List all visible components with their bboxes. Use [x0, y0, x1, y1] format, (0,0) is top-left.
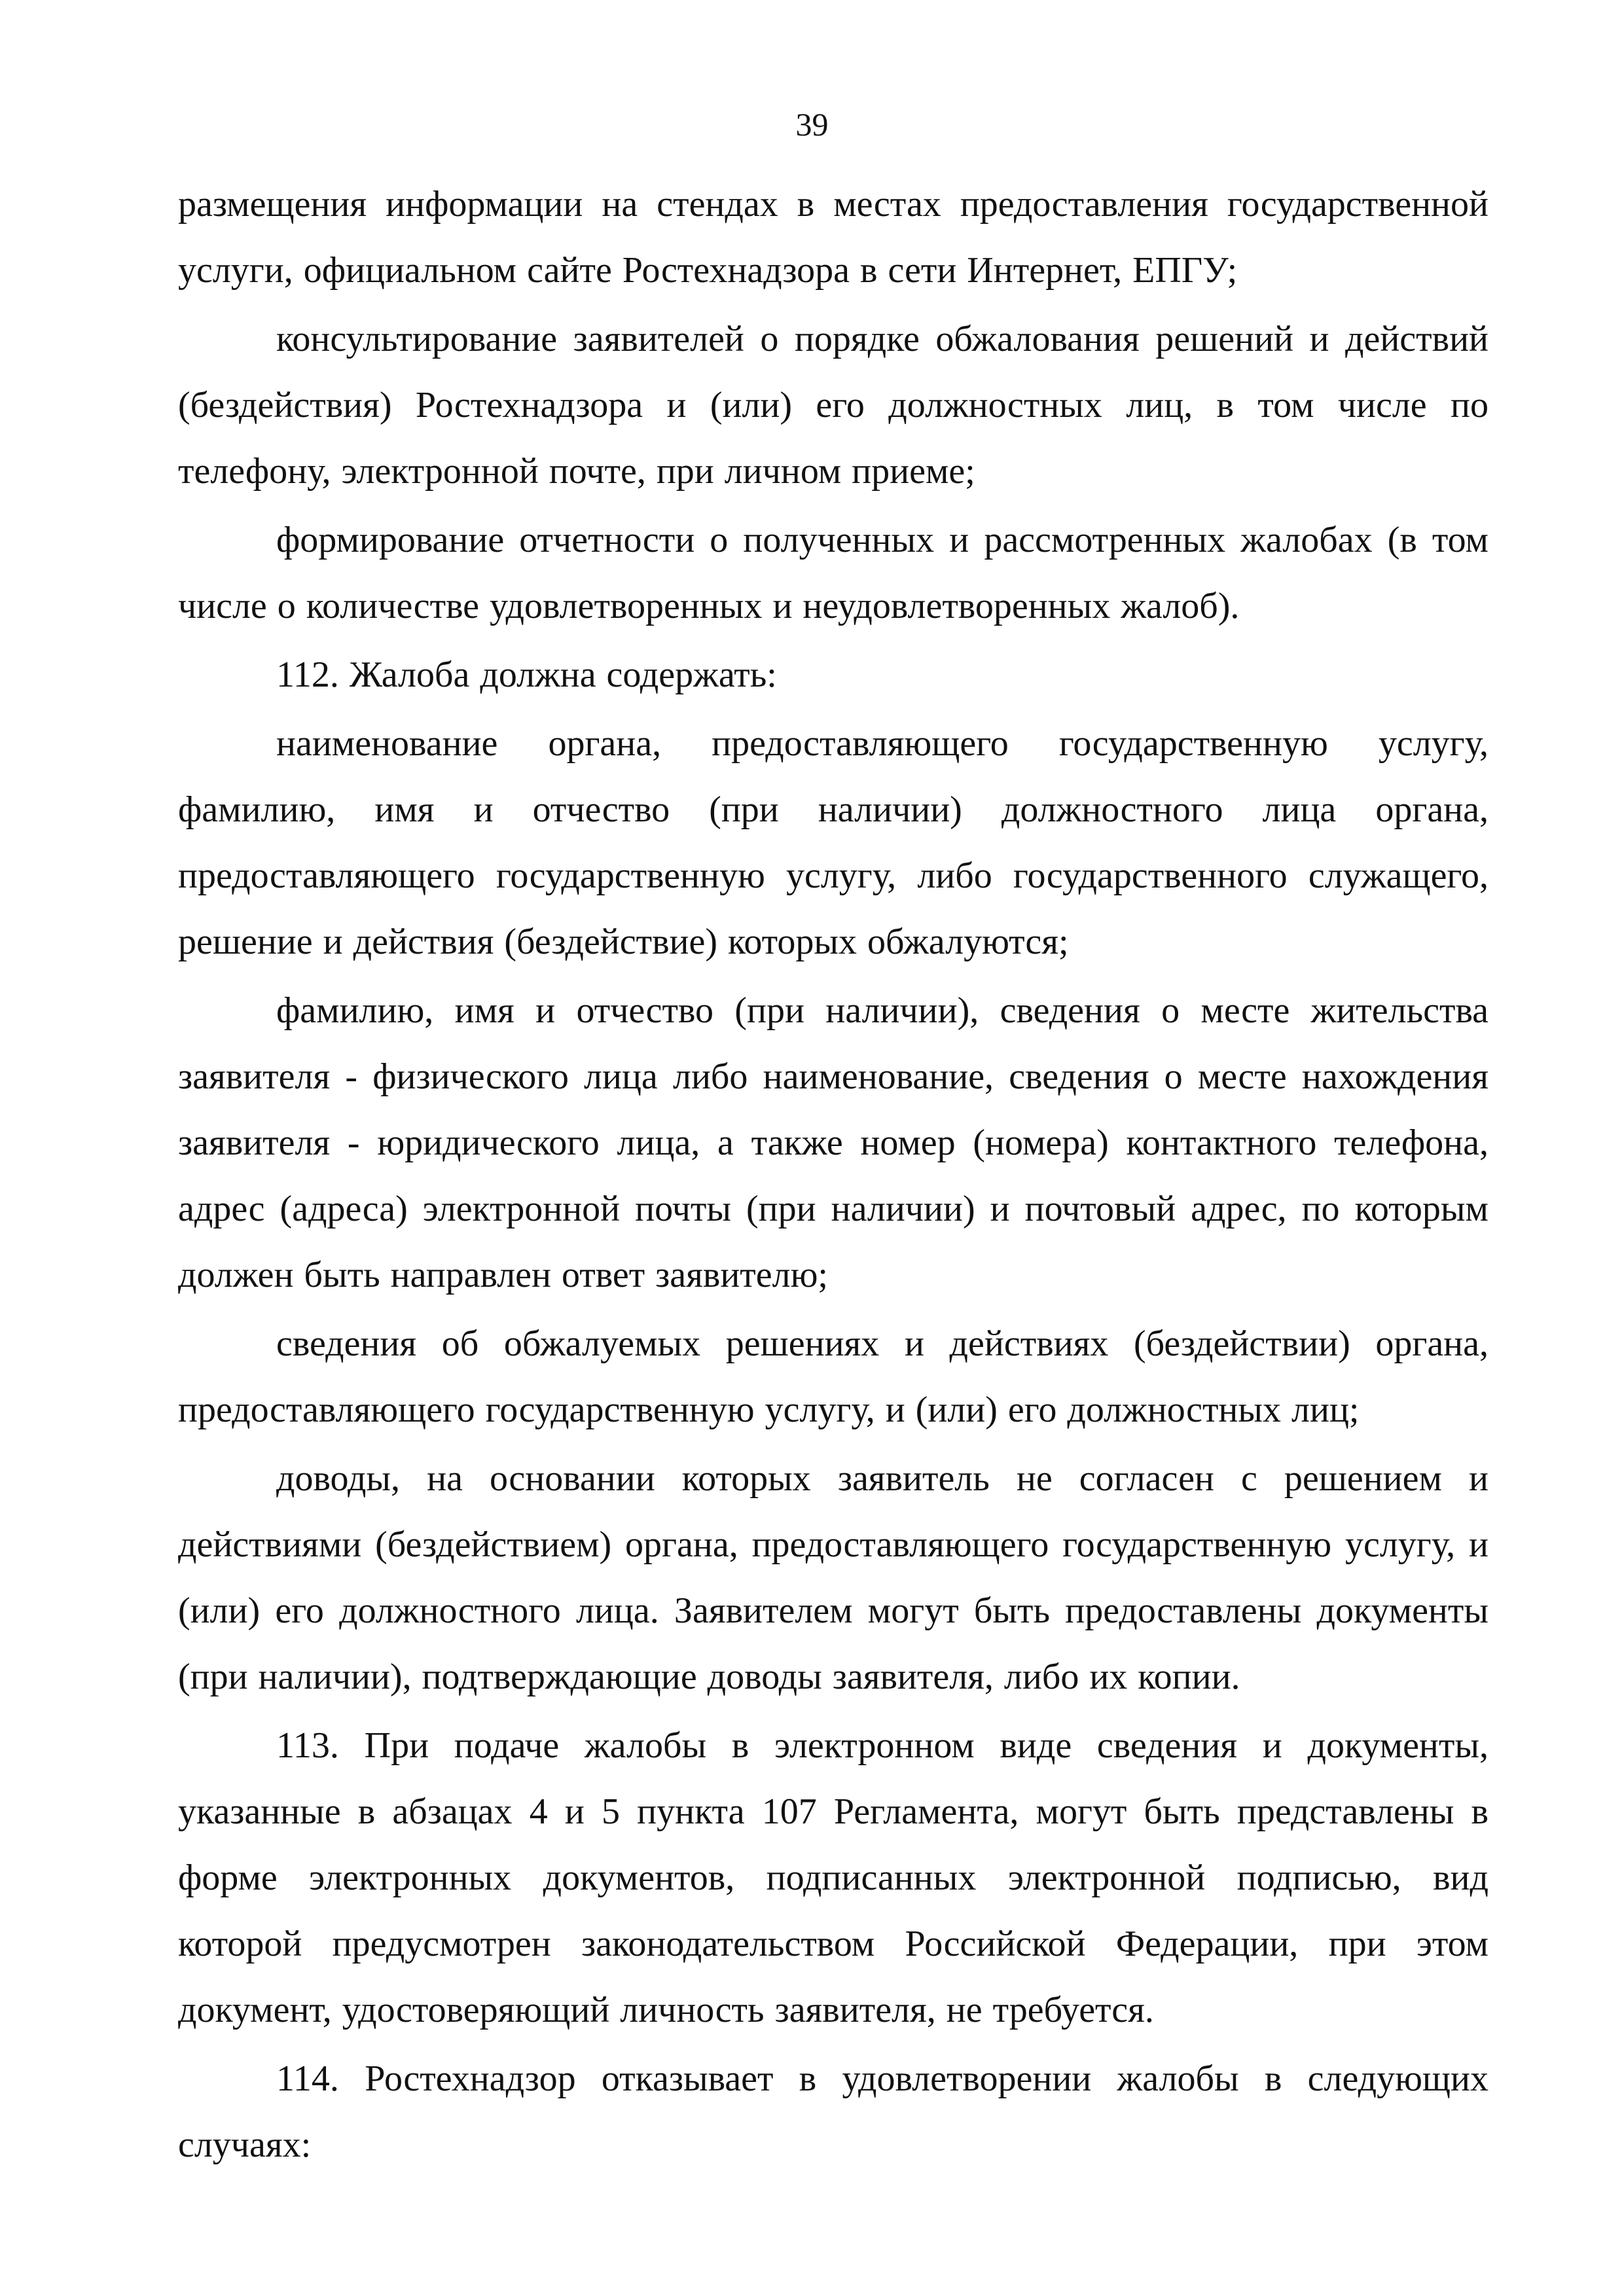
paragraph-arguments: доводы, на основании которых заявитель не согласен с решением и действиями (бездействием) органа, предоставляющего государственную услугу, и (или) его должностного лица. Заявителем могут быть предоставлены документы (при наличии), подтверждающие доводы заявителя, либо их копии. — [178, 1458, 1489, 1697]
paragraph-appealed-decisions: сведения об обжалуемых решениях и действиях (бездействии) органа, предоставляющего государственную услугу, и (или) его должностных лиц; — [178, 1323, 1489, 1430]
paragraph-1-continuation: размещения информации на стендах в местах предоставления государственной услуги, официальном сайте Ростехнадзора в сети Интернет, ЕПГУ; — [178, 184, 1489, 291]
paragraph-113: 113. При подаче жалобы в электронном виде сведения и документы, указанные в абзацах 4 и 5 пункта 107 Регламента, могут быть представлены в форме электронных документов, подписанных электронной подписью, вид которой предусмотрен законодательством Российской Федерации, при этом документ, удостоверяющий личность заявителя, не требуется. — [178, 1725, 1489, 2030]
document-body — [178, 171, 1489, 2181]
paragraph-reporting: формирование отчетности о полученных и рассмотренных жалобах (в том числе о количестве удовлетворенных и неудовлетворенных жалоб). — [178, 520, 1489, 626]
page-number: 39 — [795, 106, 829, 143]
paragraph-applicant-details: фамилию, имя и отчество (при наличии), сведения о месте жительства заявителя - физического лица либо наименование, сведения о месте нахождения заявителя - юридического лица, а также номер (номера) контактного телефона, адрес (адреса) электронной почты (при наличии) и почтовый адрес, по которым должен быть направлен ответ заявителю; — [178, 990, 1489, 1295]
paragraph-112-heading: 112. Жалоба должна содержать: — [276, 655, 777, 695]
paragraph-114: 114. Ростехнадзор отказывает в удовлетворении жалобы в следующих случаях: — [178, 2058, 1489, 2165]
paragraph-authority-name: наименование органа, предоставляющего государственную услугу, фамилию, имя и отчество (при наличии) должностного лица органа, предоставляющего государственную услугу, либо государственного служащего, решение и действия (бездействие) которых обжалуются; — [178, 723, 1489, 962]
paragraph-consulting: консультирование заявителей о порядке обжалования решений и действий (бездействия) Ростехнадзора и (или) его должностных лиц, в том числе по телефону, электронной почте, при личном приеме; — [178, 319, 1489, 492]
